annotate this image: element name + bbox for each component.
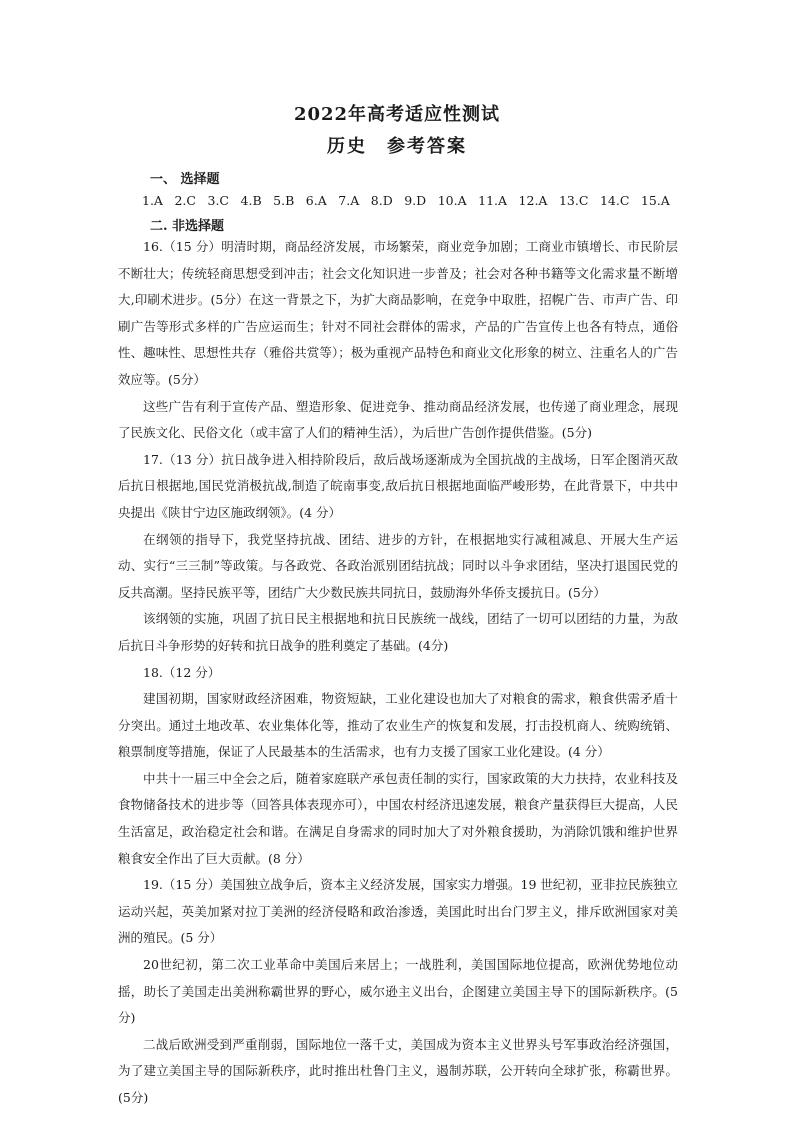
choice-answer: 4.B (240, 193, 262, 208)
choice-answer: 2.C (174, 193, 196, 208)
answer-paragraph: 建国初期，国家财政经济困难，物资短缺，工业化建设也加大了对粮食的需求，粮食供需矛盾十分突出。通过土地改革、农业集体化等，推动了农业生产的恢复和发展，打击投机商人、统购统销、粮票制度等措施，保证了人民最基本的生活需求，也有力支援了国家工业化建设。(4 分） (118, 691, 678, 760)
choice-answers-row (142, 193, 670, 208)
section-heading-nonchoice: 二. 非选择题 (150, 219, 225, 234)
answer-paragraph: 在纲领的指导下，我党坚持抗战、团结、进步的方针，在根据地实行减租减息、开展大生产运动、实行“三三制”等政策。与各政党、各政治派别团结抗战；同时以斗争求团结，坚决打退国民党的反共高潮。坚持民族平等，团结广大少数民族共同抗日，鼓励海外华侨支援抗日。(5分） (118, 531, 678, 600)
answer-paragraph: 19.（15 分）美国独立战争后，资本主义经济发展，国家实力增强。19 世纪初，亚非拉民族独立运动兴起，英美加紧对拉丁美洲的经济侵略和政治渗透，美国此时出台门罗主义，排斥欧洲国家对美洲的殖民。(5 分） (118, 877, 678, 946)
answer-paragraph: 这些广告有利于宣传产品、塑造形象、促进竞争、推动商品经济发展，也传递了商业理念，展现了民族文化、民俗文化（或丰富了人们的精神生活），为后世广告创作提供借鉴。(5分) (118, 398, 678, 441)
answer-paragraph: 20世纪初，第二次工业革命中美国后来居上；一战胜利，美国国际地位提高，欧洲优势地位动摇，助长了美国走出美洲称霸世界的野心，威尔逊主义出台，企图建立美国主导下的国际新秩序。(5分) (118, 957, 678, 1026)
answer-paragraph: 16.（15 分）明清时期，商品经济发展，市场繁荣，商业竞争加剧；工商业市镇增长、市民阶层不断壮大；传统轻商思想受到冲击；社会文化知识进一步普及；社会对各种书籍等文化需求量不断增大,印刷术进步。(5分）在这一背景之下，为扩大商品影响，在竞争中取胜，招幌广告、市声广告、印刷广告等形式多样的广告应运而生；针对不同社会群体的需求，产品的广告宣传上也各有特点，通俗性、趣味性、思想性共存（雅俗共赏等）；极为重视产品特色和商业文化形象的树立、注重名人的广告效应等。(5分） (118, 239, 678, 387)
answer-paragraph: 二战后欧洲受到严重削弱，国际地位一落千丈，美国成为资本主义世界头号军事政治经济强国，为了建立美国主导的国际新秩序，此时推出杜鲁门主义，遏制苏联，公开转向全球扩张，称霸世界。(5分) (118, 1036, 678, 1105)
choice-answer: 3.C (207, 193, 229, 208)
choice-answer: 8.D (370, 193, 393, 208)
page-subtitle: 历史 参考答案 (327, 136, 467, 157)
page-title: 2022年高考适应性测试 (293, 104, 501, 125)
choice-answer: 5.B (273, 193, 295, 208)
choice-answer: 6.A (305, 193, 327, 208)
choice-answer: 13.C (558, 193, 589, 208)
choice-answer: 15.A (640, 193, 670, 208)
choice-answer: 9.D (404, 193, 427, 208)
choice-answer: 14.C (599, 193, 630, 208)
choice-answer: 7.A (338, 193, 360, 208)
section-heading-choice: 一、 选择题 (150, 172, 220, 187)
choice-answer: 12.A (518, 193, 548, 208)
choice-answer: 10.A (437, 193, 467, 208)
answer-paragraph: 该纲领的实施，巩固了抗日民主根据地和抗日民族统一战线，团结了一切可以团结的力量，为敌后抗日斗争形势的好转和抗日战争的胜利奠定了基础。(4分) (118, 611, 678, 653)
answer-paragraph: 中共十一届三中全会之后，随着家庭联产承包责任制的实行，国家政策的大力扶持，农业科技及食物储备技术的进步等（回答具体表现亦可），中国农村经济迅速发展，粮食产量获得巨大提高，人民生活富足，政治稳定社会和谐。在满足自身需求的同时加大了对外粮食援助，为消除饥饿和维护世界粮食安全作出了巨大贡献。(8 分） (118, 770, 678, 866)
choice-answer: 11.A (478, 193, 508, 208)
answer-paragraph: 17.（13 分）抗日战争进入相持阶段后，敌后战场逐渐成为全国抗战的主战场，日军企图消灭敌后抗日根据地,国民党消极抗战,制造了皖南事变,敌后抗日根据地面临严峻形势，在此背景下，中共中央提出《陕甘宁边区施政纲领》。(4 分） (118, 451, 678, 520)
choice-answer: 1.A (142, 193, 163, 208)
answer-body (118, 234, 678, 1112)
answer-paragraph: 18.（12 分） (143, 664, 221, 680)
